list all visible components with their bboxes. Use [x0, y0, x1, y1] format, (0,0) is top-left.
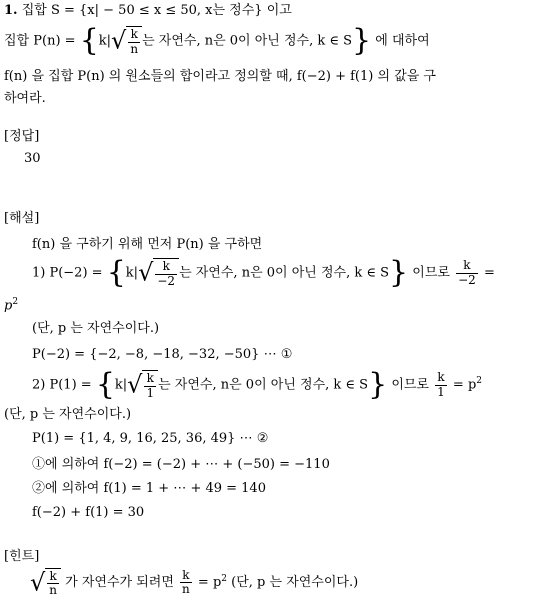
- calc-line-1: ①에 의하여 f(−2) = (−2) + ⋯ + (−50) = −110: [32, 457, 330, 472]
- exponent: 2: [221, 573, 228, 584]
- left-brace: {: [79, 23, 99, 58]
- step1-p-squared: [4, 298, 18, 312]
- set-condition: 는 자연수, n은 0이 아닌 정수, k ∈ S: [158, 377, 369, 393]
- hint-text: 가 자연수가 되려면: [65, 575, 174, 591]
- set-condition: 는 자연수, n은 0이 아닌 정수, k ∈ S: [142, 33, 353, 49]
- final-result: f(−2) + f(1) = 30: [32, 505, 145, 520]
- fraction-numerator: k: [435, 371, 447, 385]
- p-variable: p: [4, 298, 13, 314]
- fraction-numerator: k: [456, 259, 478, 273]
- fraction: [155, 260, 177, 287]
- right-brace: }: [368, 367, 388, 402]
- exponent: 2: [476, 376, 483, 387]
- fraction-denominator: 1: [146, 385, 155, 400]
- fraction-numerator: k: [180, 569, 192, 583]
- right-brace: }: [389, 255, 409, 290]
- hint-eq-fraction: [180, 569, 192, 596]
- fraction: [128, 28, 140, 55]
- fraction-denominator: n: [182, 582, 190, 597]
- hint-eq-rhs: = p: [197, 575, 222, 591]
- problem-number: 1.: [4, 3, 18, 18]
- step1-eq-fraction: [456, 259, 478, 286]
- hint-label: [힌트]: [4, 549, 40, 564]
- calc-line-2: ②에 의하여 f(1) = 1 + ⋯ + 49 = 140: [32, 481, 266, 496]
- left-brace: {: [106, 255, 126, 290]
- problem-line-3: f(n) 을 집합 P(n) 의 원소들의 합이라고 정의할 때, f(−2) + f(1) 의 값을 구: [4, 69, 436, 84]
- sqrt-expression: √ $\frac{k}{1}$: [127, 370, 158, 399]
- solution-label: [해설]: [4, 211, 40, 226]
- fraction-numerator: k: [47, 570, 59, 584]
- fraction-denominator: n: [49, 583, 58, 598]
- step1-eq-sign: =: [483, 265, 495, 281]
- problem-text-2-post: 에 대하여: [375, 33, 430, 49]
- fraction-numerator: k: [128, 28, 140, 42]
- set-condition: 는 자연수, n은 0이 아닌 정수, k ∈ S: [179, 265, 390, 281]
- problem-set-name: 집합 P(n) =: [4, 33, 76, 49]
- solution-intro: f(n) 을 구하기 위해 먼저 P(n) 을 구하면: [32, 237, 263, 252]
- step1-result: P(−2) = {−2, −8, −18, −32, −50} ⋯ ①: [32, 347, 293, 362]
- fraction-numerator: k: [155, 260, 177, 274]
- fraction-denominator: −2: [458, 272, 476, 287]
- fraction: [144, 372, 156, 399]
- problem-line-2: [4, 23, 430, 58]
- hint-line: [30, 568, 358, 597]
- step1-post: 이므로: [412, 265, 450, 281]
- step2-eq-fraction: [435, 371, 447, 398]
- step2-lhs: 2) P(1) =: [32, 377, 92, 393]
- set-element: k|: [114, 377, 128, 393]
- step2-post: 이므로: [391, 377, 429, 393]
- solution-step-2: [32, 367, 483, 402]
- fraction-denominator: n: [130, 41, 139, 56]
- step1-lhs: 1) P(−2) =: [32, 265, 103, 281]
- fraction-denominator: 1: [437, 384, 445, 399]
- right-brace: }: [352, 23, 372, 58]
- step1-note: (단, p 는 자연수이다.): [32, 321, 160, 336]
- set-element: k|: [98, 33, 112, 49]
- fraction-denominator: −2: [157, 273, 176, 288]
- step2-eq-rhs: = p: [452, 377, 477, 393]
- step2-note: (단, p 는 자연수이다.): [4, 407, 132, 422]
- fraction-numerator: k: [144, 372, 156, 386]
- solution-step-1: [32, 255, 495, 290]
- answer-label: [정답]: [4, 129, 40, 144]
- problem-line-1: [4, 4, 292, 17]
- problem-line-4: 하여라.: [4, 91, 46, 106]
- left-brace: {: [95, 367, 115, 402]
- hint-note: (단, p 는 자연수이다.): [231, 575, 359, 591]
- sqrt-expression: √ $\frac{k}{n}$: [30, 568, 61, 597]
- answer-value: 30: [24, 151, 41, 166]
- sqrt-expression: √ $\frac{k}{n}$: [111, 26, 142, 55]
- set-element: k|: [125, 265, 139, 281]
- problem-text-1: 집합 S = {x| − 50 ≤ x ≤ 50, x는 정수} 이고: [21, 3, 292, 18]
- fraction: [47, 570, 59, 597]
- sqrt-expression: √ $\frac{k}{-2}$: [138, 258, 179, 287]
- step2-result: P(1) = {1, 4, 9, 16, 25, 36, 49} ⋯ ②: [32, 431, 269, 446]
- exponent: 2: [12, 297, 19, 307]
